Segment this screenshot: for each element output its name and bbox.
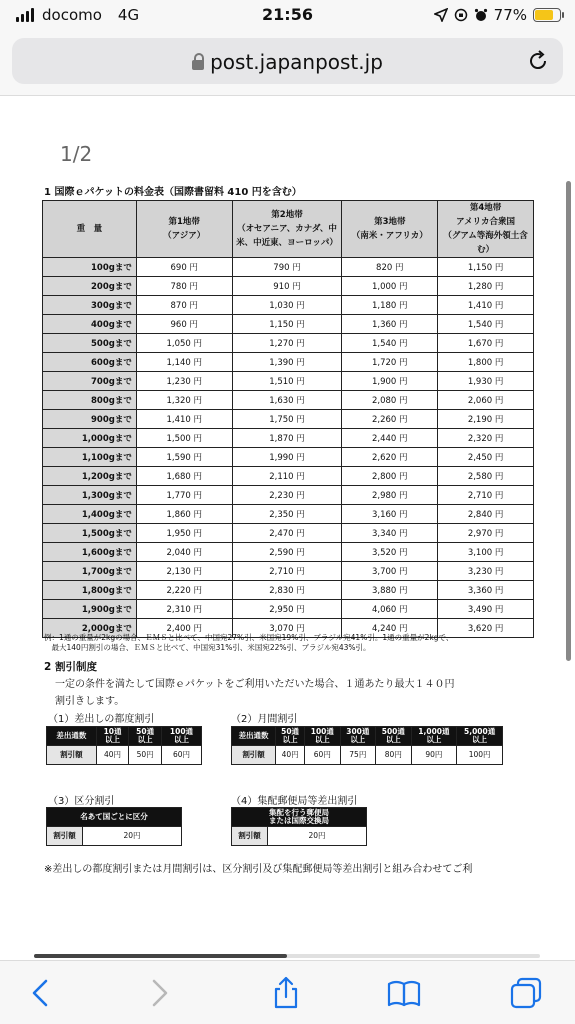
price-cell: 2,590 円 <box>232 543 342 562</box>
disc3-row-label: 割引額 <box>47 827 83 846</box>
lock-icon <box>192 60 204 70</box>
price-cell: 2,110 円 <box>232 467 342 486</box>
weight-cell: 1,100gまで <box>43 448 137 467</box>
price-cell: 1,950 円 <box>136 524 232 543</box>
price-cell: 2,310 円 <box>136 600 232 619</box>
price-cell: 2,830 円 <box>232 581 342 600</box>
price-cell: 790 円 <box>232 258 342 277</box>
rate-table-body <box>43 258 534 638</box>
disc1-col: 10通 以上 <box>96 727 129 746</box>
table-row <box>43 486 534 505</box>
table-row <box>43 467 534 486</box>
price-cell: 1,320 円 <box>136 391 232 410</box>
weight-cell: 1,200gまで <box>43 467 137 486</box>
clock: 21:56 <box>262 5 313 24</box>
table-row <box>43 391 534 410</box>
disc2-col: 1,000通 以上 <box>411 727 457 746</box>
table-row <box>43 372 534 391</box>
sub1-title: （1）差出しの都度割引 <box>48 714 155 725</box>
header-zone3: 第3地帯 （南米・アフリカ） <box>342 201 438 258</box>
price-cell: 2,710 円 <box>232 562 342 581</box>
price-cell: 2,620 円 <box>342 448 438 467</box>
rate-table <box>42 200 534 638</box>
price-cell: 2,450 円 <box>438 448 534 467</box>
disc1-col: 50通 以上 <box>129 727 162 746</box>
carrier-name: docomo <box>42 6 102 24</box>
price-cell: 1,500 円 <box>136 429 232 448</box>
price-cell: 1,410 円 <box>438 296 534 315</box>
pdf-document[interactable] <box>0 97 575 960</box>
price-cell: 2,800 円 <box>342 467 438 486</box>
price-cell: 2,350 円 <box>232 505 342 524</box>
browser-toolbar <box>0 960 575 1024</box>
disc1-col: 100通 以上 <box>161 727 201 746</box>
price-cell: 2,950 円 <box>232 600 342 619</box>
table-row <box>43 296 534 315</box>
price-cell: 2,130 円 <box>136 562 232 581</box>
section2-title: 2 割引制度 <box>44 661 97 673</box>
price-cell: 1,870 円 <box>232 429 342 448</box>
price-cell: 1,230 円 <box>136 372 232 391</box>
price-cell: 1,140 円 <box>136 353 232 372</box>
price-cell: 2,040 円 <box>136 543 232 562</box>
price-cell: 2,060 円 <box>438 391 534 410</box>
page-number: 1/2 <box>60 142 93 166</box>
price-cell: 2,440 円 <box>342 429 438 448</box>
disc2-value: 60円 <box>305 746 341 765</box>
weight-cell: 200gまで <box>43 277 137 296</box>
weight-cell: 2,000gまで <box>43 619 137 638</box>
discount-table-monthly <box>231 726 503 765</box>
table-row <box>43 600 534 619</box>
disc2-col: 500通 以上 <box>376 727 412 746</box>
price-cell: 2,230 円 <box>232 486 342 505</box>
sub4-title: （4）集配郵便局等差出割引 <box>231 796 358 807</box>
weight-cell: 1,900gまで <box>43 600 137 619</box>
price-cell: 2,220 円 <box>136 581 232 600</box>
disc2-col: 100通 以上 <box>305 727 341 746</box>
alarm-icon <box>474 8 488 22</box>
bookmarks-icon[interactable] <box>386 975 422 1011</box>
price-cell: 1,930 円 <box>438 372 534 391</box>
price-cell: 1,680 円 <box>136 467 232 486</box>
forward-icon[interactable] <box>140 975 176 1011</box>
section1-title: 1 国際ｅパケットの料金表（国際書留料 410 円を含む） <box>44 187 302 198</box>
price-cell: 1,150 円 <box>438 258 534 277</box>
table-row <box>43 258 534 277</box>
price-cell: 960 円 <box>136 315 232 334</box>
price-cell: 4,060 円 <box>342 600 438 619</box>
table-row <box>43 429 534 448</box>
price-cell: 2,470 円 <box>232 524 342 543</box>
price-cell: 1,860 円 <box>136 505 232 524</box>
disc2-value: 75円 <box>340 746 376 765</box>
disc2-value: 80円 <box>376 746 412 765</box>
price-cell: 1,030 円 <box>232 296 342 315</box>
price-cell: 1,540 円 <box>342 334 438 353</box>
disc4-value: 20円 <box>268 827 367 846</box>
price-cell: 2,400 円 <box>136 619 232 638</box>
price-cell: 1,390 円 <box>232 353 342 372</box>
battery-fill <box>535 10 553 20</box>
address-bar-area <box>0 32 575 96</box>
back-icon[interactable] <box>24 975 60 1011</box>
price-cell: 1,590 円 <box>136 448 232 467</box>
price-cell: 870 円 <box>136 296 232 315</box>
disc2-col: 300通 以上 <box>340 727 376 746</box>
price-cell: 3,700 円 <box>342 562 438 581</box>
price-cell: 3,340 円 <box>342 524 438 543</box>
price-cell: 1,150 円 <box>232 315 342 334</box>
weight-cell: 700gまで <box>43 372 137 391</box>
price-cell: 2,580 円 <box>438 467 534 486</box>
disc1-value: 60円 <box>161 746 201 765</box>
header-zone4: 第4地帯 アメリカ合衆国 （グアム等海外領土含む） <box>438 201 534 258</box>
discount-table-per-mailing <box>46 726 202 765</box>
sub3-title: （3）区分割引 <box>48 796 115 807</box>
page-progress-bar <box>34 954 540 958</box>
price-cell: 780 円 <box>136 277 232 296</box>
location-icon <box>434 8 448 22</box>
discount-table-collection-office <box>231 807 367 846</box>
rate-table-header <box>43 201 534 258</box>
price-cell: 1,670 円 <box>438 334 534 353</box>
weight-cell: 100gまで <box>43 258 137 277</box>
price-cell: 3,160 円 <box>342 505 438 524</box>
disc2-col: 50通 以上 <box>276 727 305 746</box>
footnote: ※差出しの都度割引または月間割引は、区分割引及び集配郵便局等差出割引と組み合わせてご利 <box>44 864 473 875</box>
price-cell: 2,970 円 <box>438 524 534 543</box>
disc1-value: 40円 <box>96 746 129 765</box>
table-row <box>43 277 534 296</box>
price-cell: 2,840 円 <box>438 505 534 524</box>
price-cell: 690 円 <box>136 258 232 277</box>
price-cell: 3,880 円 <box>342 581 438 600</box>
example-note: 例：1通の重量が2kgの場合、ＥＭＳと比べて、中国宛27%引、米国宛19%引、ブラジル宛41%引。1通の重量が2kgで、 最大140円割引の場合、ＥＭＳと比べて、中国宛31%引、米国宛22%引、ブラジル宛43%引。 <box>44 633 454 652</box>
header-zone2: 第2地帯 （オセアニア、カナダ、中 米、中近東、ヨーロッパ） <box>232 201 342 258</box>
price-cell: 1,720 円 <box>342 353 438 372</box>
weight-cell: 500gまで <box>43 334 137 353</box>
weight-cell: 1,400gまで <box>43 505 137 524</box>
price-cell: 3,520 円 <box>342 543 438 562</box>
header-zone1: 第1地帯 （アジア） <box>136 201 232 258</box>
price-cell: 2,980 円 <box>342 486 438 505</box>
price-cell: 910 円 <box>232 277 342 296</box>
price-cell: 3,360 円 <box>438 581 534 600</box>
weight-cell: 800gまで <box>43 391 137 410</box>
price-cell: 1,800 円 <box>438 353 534 372</box>
price-cell: 3,230 円 <box>438 562 534 581</box>
price-cell: 1,900 円 <box>342 372 438 391</box>
weight-cell: 1,800gまで <box>43 581 137 600</box>
price-cell: 2,320 円 <box>438 429 534 448</box>
weight-cell: 400gまで <box>43 315 137 334</box>
disc1-row-label: 割引額 <box>47 746 97 765</box>
price-cell: 1,540 円 <box>438 315 534 334</box>
disc2-value: 100円 <box>457 746 503 765</box>
weight-cell: 1,300gまで <box>43 486 137 505</box>
table-row <box>43 448 534 467</box>
price-cell: 2,260 円 <box>342 410 438 429</box>
weight-cell: 900gまで <box>43 410 137 429</box>
address-bar[interactable] <box>12 38 563 84</box>
disc4-row-label: 割引額 <box>232 827 268 846</box>
disc2-header-label: 差出通数 <box>232 727 276 746</box>
battery-icon <box>533 8 561 22</box>
price-cell: 1,000 円 <box>342 277 438 296</box>
disc2-row-label: 割引額 <box>232 746 276 765</box>
price-cell: 1,360 円 <box>342 315 438 334</box>
weight-cell: 1,700gまで <box>43 562 137 581</box>
disc1-header-label: 差出通数 <box>47 727 97 746</box>
battery-percent: 77% <box>493 6 527 24</box>
table-row <box>43 334 534 353</box>
price-cell: 1,180 円 <box>342 296 438 315</box>
url-text: post.japanpost.jp <box>210 50 383 74</box>
price-cell: 2,710 円 <box>438 486 534 505</box>
disc2-value: 40円 <box>276 746 305 765</box>
network-type: 4G <box>117 6 140 24</box>
price-cell: 2,080 円 <box>342 391 438 410</box>
price-cell: 1,280 円 <box>438 277 534 296</box>
orientation-lock-icon <box>454 8 468 22</box>
price-cell: 1,770 円 <box>136 486 232 505</box>
weight-cell: 600gまで <box>43 353 137 372</box>
weight-cell: 1,500gまで <box>43 524 137 543</box>
scroll-indicator[interactable] <box>566 181 571 661</box>
price-cell: 1,990 円 <box>232 448 342 467</box>
table-row <box>43 562 534 581</box>
table-row <box>43 315 534 334</box>
disc3-header: 名あて国ごとに区分 <box>47 808 182 827</box>
table-row <box>43 524 534 543</box>
table-row <box>43 353 534 372</box>
disc2-value: 90円 <box>411 746 457 765</box>
price-cell: 1,410 円 <box>136 410 232 429</box>
weight-cell: 1,600gまで <box>43 543 137 562</box>
price-cell: 2,190 円 <box>438 410 534 429</box>
reload-icon[interactable] <box>525 48 551 74</box>
disc4-header: 集配を行う郵便局 または国際交換局 <box>232 808 367 827</box>
share-icon[interactable] <box>268 975 304 1011</box>
header-weight: 重 量 <box>43 201 137 258</box>
price-cell: 3,100 円 <box>438 543 534 562</box>
price-cell: 3,620 円 <box>438 619 534 638</box>
weight-cell: 300gまで <box>43 296 137 315</box>
price-cell: 1,270 円 <box>232 334 342 353</box>
price-cell: 3,070 円 <box>232 619 342 638</box>
price-cell: 820 円 <box>342 258 438 277</box>
disc2-col: 5,000通 以上 <box>457 727 503 746</box>
table-row <box>43 543 534 562</box>
table-row <box>43 505 534 524</box>
price-cell: 1,050 円 <box>136 334 232 353</box>
page-progress-fill <box>34 954 287 958</box>
price-cell: 1,510 円 <box>232 372 342 391</box>
status-bar <box>0 0 575 32</box>
section2-body: 一定の条件を満たして国際ｅパケットをご利用いただいた場合、１通あたり最大１４０円 割引きします。 <box>55 679 455 707</box>
table-row <box>43 581 534 600</box>
weight-cell: 1,000gまで <box>43 429 137 448</box>
disc3-value: 20円 <box>83 827 182 846</box>
price-cell: 4,240 円 <box>342 619 438 638</box>
discount-table-sorting <box>46 807 182 846</box>
disc1-value: 50円 <box>129 746 162 765</box>
price-cell: 1,630 円 <box>232 391 342 410</box>
sub2-title: （2）月間割引 <box>231 714 298 725</box>
price-cell: 3,490 円 <box>438 600 534 619</box>
price-cell: 1,750 円 <box>232 410 342 429</box>
table-row <box>43 410 534 429</box>
tabs-icon[interactable] <box>508 975 544 1011</box>
